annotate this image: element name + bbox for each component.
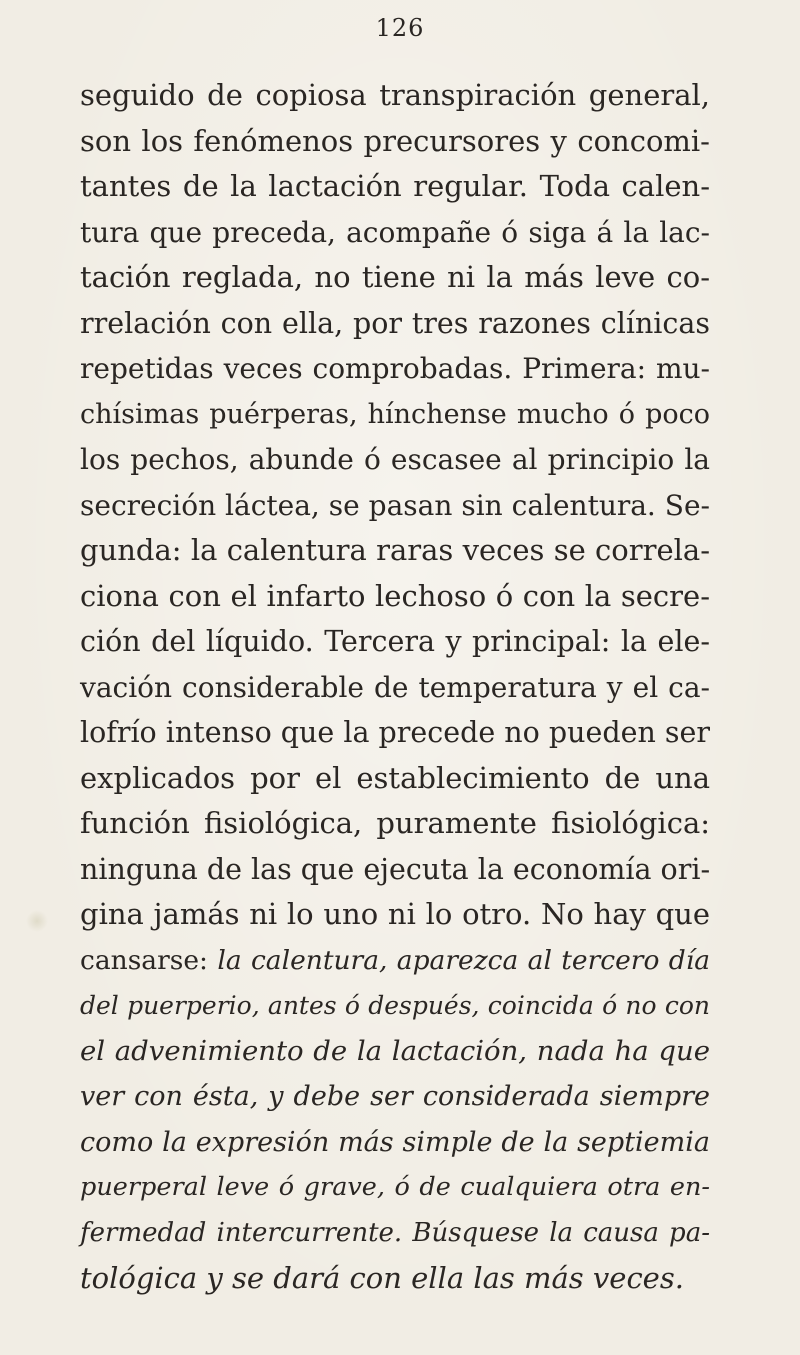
text-line-6: rrelación con ella, por tres razones clínicas [80,306,710,340]
text-line-10: secreción láctea, se pasan sin calentura. Se- [80,488,710,522]
text-line-20-roman: cansarse: [80,944,218,976]
text-line-19: gina jamás ni lo uno ni lo otro. No hay que [80,897,710,931]
italic-line-4: como la expresión más simple de la septiemia [80,1126,710,1158]
text-line-17: función fisiológica, puramente fisiológica: [80,806,710,840]
italic-line-5: puerperal leve ó grave, ó de cualquiera otra en- [80,1172,710,1202]
text-line-3: tantes de la lactación regular. Toda calen- [80,169,710,203]
italic-line-2: el advenimiento de la lactación, nada ha que [80,1034,710,1067]
text-line-15: lofrío intenso que la precede no pueden ser [80,716,710,749]
text-line-16: explicados por el establecimiento de una [80,760,710,795]
text-line-1: seguido de copiosa transpiración general, [80,78,710,112]
text-line-11: gunda: la calentura raras veces se correla- [80,533,710,567]
body-paragraph [80,73,710,1302]
text-line-2: son los fenómenos precursores y concomi- [80,123,710,158]
text-line-20 [80,938,710,984]
text-line-9: los pechos, abunde ó escasee al principio la [80,443,710,476]
text-line-13: ción del líquido. Tercera y principal: la ele- [80,625,710,658]
text-line-5: tación reglada, no tiene ni la más leve co- [80,260,710,294]
text-line-20-italic: la calentura, aparezca al tercero día [217,944,710,976]
page-number: 126 [375,14,425,42]
text-line-14: vación considerable de temperatura y el ca- [80,670,710,704]
italic-line-6: fermedad intercurrente. Búsquese la causa pa- [80,1217,710,1248]
paper-stain [26,910,48,932]
italic-line-1: del puerperio, antes ó después, coincida ó no con [80,991,710,1020]
text-line-12: ciona con el infarto lechoso ó con la secre- [80,578,710,613]
italic-line-7: tológica y se dará con ella las más veces. [80,1261,684,1295]
text-line-4: tura que preceda, acompañe ó siga á la lac- [80,215,710,249]
italic-line-3: ver con ésta, y debe ser considerada siempre [80,1081,710,1112]
text-line-8: chísimas puérperas, hínchense mucho ó poco [80,398,710,430]
text-line-18: ninguna de las que ejecuta la economía ori- [80,852,711,886]
text-line-7: repetidas veces comprobadas. Primera: mu- [80,352,710,385]
